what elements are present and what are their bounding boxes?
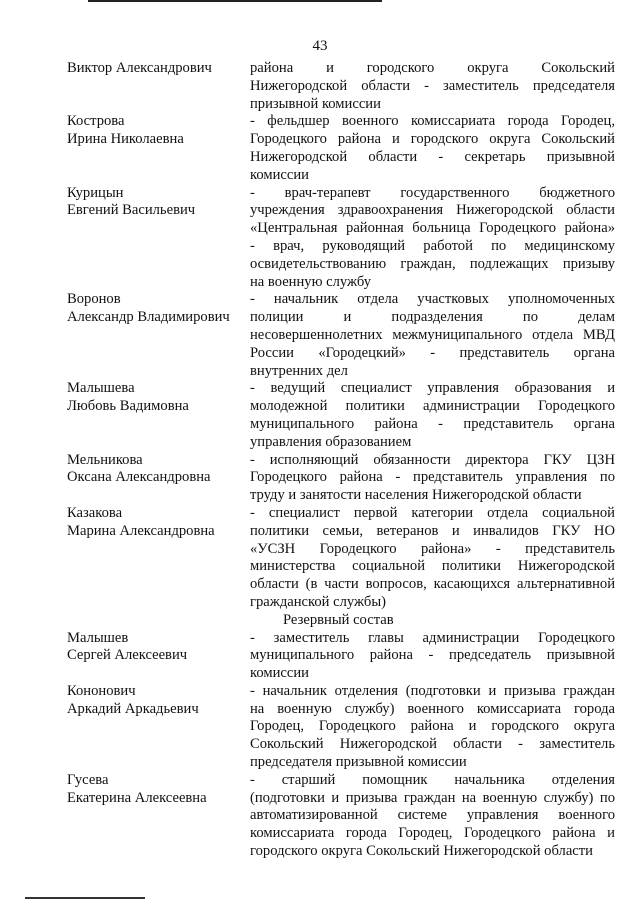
- member-name-line: Виктор Александрович: [67, 60, 212, 76]
- bottom-rule: [25, 897, 145, 899]
- member-entry: [0, 505, 640, 612]
- member-entry: [0, 185, 640, 292]
- member-role-line: - старший помощник начальника отделения: [250, 771, 615, 788]
- member-name: [67, 291, 252, 327]
- member-role-line: района и городского округа Сокольский: [250, 60, 615, 76]
- member-name-line: Мельникова: [67, 451, 143, 468]
- member-role-line: комиссии: [250, 665, 309, 682]
- member-role-line: - начальник отдела участковых уполномоченных: [250, 291, 615, 308]
- member-entry: [0, 60, 640, 113]
- member-role-line: - фельдшер военного комиссариата города Городец,: [250, 113, 615, 130]
- member-role-line: несовершеннолетних межмуниципального отдела МВД: [250, 326, 615, 343]
- member-role: [250, 185, 615, 292]
- member-name: [67, 452, 252, 488]
- page-number: 43: [312, 38, 328, 54]
- member-role-line: России «Городецкий» - представитель органа: [250, 344, 615, 361]
- member-role-line: области (в части вопросов, касающихся альтернативной: [250, 576, 615, 593]
- member-role-line: - исполняющий обязанности директора ГКУ ЦЗН: [250, 451, 615, 468]
- member-role-line: на военную службу: [250, 273, 372, 290]
- member-role-line: муниципального района - председатель призывной: [250, 647, 615, 664]
- member-role-line: внутренних дел: [250, 362, 348, 379]
- member-role-line: освидетельствованию граждан, подлежащих призыву: [250, 255, 615, 272]
- member-entry: [0, 113, 640, 184]
- member-name-line: Малышев: [67, 629, 129, 646]
- member-name: [67, 505, 252, 541]
- member-entry: [0, 630, 640, 683]
- commission-list: [0, 60, 640, 861]
- member-role-line: Нижегородской области - заместитель председателя: [250, 77, 615, 94]
- member-name: [67, 683, 252, 719]
- member-entry: [0, 380, 640, 451]
- member-role: [250, 452, 615, 505]
- member-name-line: Любовь Вадимовна: [67, 398, 189, 415]
- member-role-line: политики семьи, ветеранов и инвалидов ГКУ НО: [250, 522, 615, 539]
- member-role-line: (подготовки и призыва граждан на военную службу) по: [250, 789, 615, 806]
- member-role: [250, 630, 615, 683]
- member-name: [67, 60, 252, 78]
- member-role-line: молодежной политики администрации Городецкого: [250, 398, 615, 415]
- member-role-line: - заместитель главы администрации Городецкого: [250, 629, 615, 646]
- member-role-line: «УСЗН Городецкого района» - представитель: [250, 540, 615, 557]
- member-name: [67, 380, 252, 416]
- member-name-line: Курицын: [67, 184, 124, 201]
- member-role-line: автоматизированной системе управления военного: [250, 807, 615, 824]
- member-role: [250, 291, 615, 380]
- member-name-line: Воронов: [67, 291, 121, 308]
- member-name: [67, 630, 252, 666]
- member-entry: [0, 772, 640, 861]
- member-name-line: Кострова: [67, 113, 125, 130]
- member-role: [250, 380, 615, 451]
- member-name-line: Сергей Алексеевич: [67, 647, 188, 664]
- member-role-line: городского округа Сокольский Нижегородской области: [250, 843, 593, 860]
- member-role: [250, 60, 615, 113]
- member-role-line: «Центральная районная больница Городецкого района»: [250, 220, 615, 237]
- member-role-line: - начальник отделения (подготовки и призыва граждан: [250, 682, 615, 699]
- member-name-line: Евгений Васильевич: [67, 202, 196, 219]
- member-role-line: комиссии: [250, 166, 309, 183]
- member-role-line: - врач-терапевт государственного бюджетного: [250, 184, 615, 201]
- member-role-line: комиссариата города Городец, Городецкого района и: [250, 825, 615, 842]
- member-name-line: Казакова: [67, 504, 123, 521]
- member-role-line: председателя призывной комиссии: [250, 754, 467, 771]
- member-role-line: Городец, Городецкого района и городского округа: [250, 718, 615, 735]
- member-name-line: Александр Владимирович: [67, 309, 230, 326]
- member-name-line: Аркадий Аркадьевич: [67, 700, 199, 717]
- member-role-line: министерства социальной политики Нижегородской: [250, 558, 615, 575]
- member-name-line: Кононович: [67, 682, 136, 699]
- member-role-line: гражданской службы): [250, 593, 386, 610]
- member-role: [250, 772, 615, 861]
- member-role-line: на военную службу) военного комиссариата города: [250, 700, 615, 717]
- member-role-line: - ведущий специалист управления образования и: [250, 380, 615, 397]
- member-name-line: Оксана Александровна: [67, 469, 211, 486]
- member-role-line: учреждения здравоохранения Нижегородской области: [250, 202, 615, 219]
- member-role: [250, 113, 615, 184]
- member-entry: [0, 683, 640, 772]
- top-rule: [88, 0, 382, 2]
- member-name: [67, 113, 252, 149]
- member-name-line: Ирина Николаевна: [67, 131, 184, 148]
- member-role-line: Нижегородской области - секретарь призывной: [250, 148, 615, 165]
- member-role: [250, 683, 615, 772]
- member-role-line: Городецкого района - представитель управления по: [250, 469, 615, 486]
- member-role-line: Городецкого района и городского округа Сокольский: [250, 131, 615, 148]
- member-role-line: полиции и подразделения по делам: [250, 309, 615, 326]
- member-entry: [0, 291, 640, 380]
- member-role-line: - врач, руководящий работой по медицинскому: [250, 237, 615, 254]
- member-entry: [0, 452, 640, 505]
- member-role-line: управления образованием: [250, 433, 412, 450]
- member-role-line: труду и занятости населения Нижегородской области: [250, 487, 582, 504]
- member-role-line: призывной комиссии: [250, 95, 381, 112]
- member-name-line: Марина Александровна: [67, 522, 215, 539]
- member-name: [67, 772, 252, 808]
- reserve-section-title: Резервный состав: [283, 611, 394, 628]
- member-name-line: Екатерина Алексеевна: [67, 789, 207, 806]
- member-role-line: - специалист первой категории отдела социальной: [250, 504, 615, 521]
- member-name: [67, 185, 252, 221]
- member-role: [250, 505, 615, 612]
- member-role-line: Сокольский Нижегородской области - заместитель: [250, 736, 615, 753]
- member-role-line: муниципального района - представитель органа: [250, 415, 615, 432]
- member-name-line: Малышева: [67, 380, 135, 397]
- member-name-line: Гусева: [67, 771, 109, 788]
